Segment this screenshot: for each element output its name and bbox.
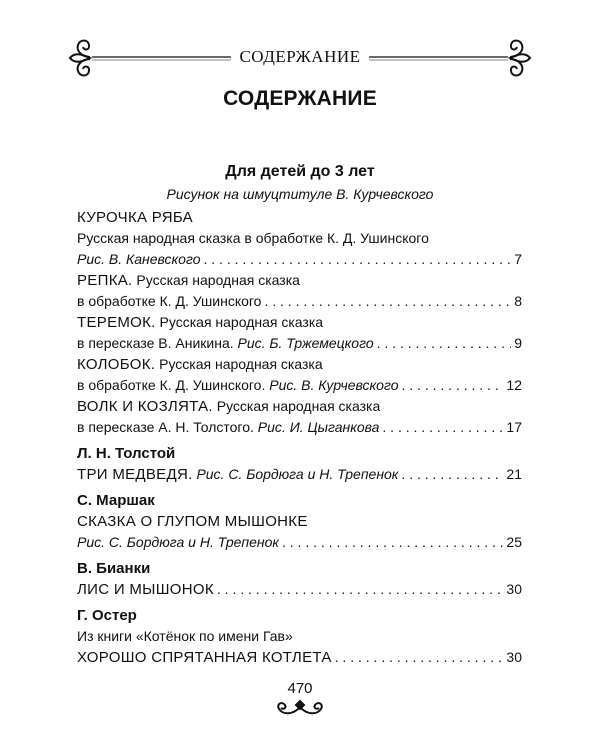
running-header [62, 33, 538, 81]
toc-entry-title: КУРОЧКА РЯБА [77, 209, 193, 226]
leader-dots [377, 333, 512, 354]
author-name: Г. Остер [77, 607, 137, 624]
illustrator: Рис. В. Каневского [77, 251, 201, 267]
toc-entry-line [77, 333, 522, 354]
toc-entry-title: ТРИ МЕДВЕДЯ. [77, 466, 193, 483]
leader-dots [282, 532, 503, 553]
section-subtitle: Рисунок на шмуцтитуле В. Курчевского [166, 186, 434, 202]
toc-entry-line [77, 249, 522, 270]
toc-entry-line [77, 375, 522, 396]
toc-entry-line [77, 270, 522, 291]
toc-entry-desc: в обработке К. Д. Ушинского [77, 293, 262, 309]
leader-dots [264, 291, 511, 312]
footer-ornament [271, 699, 329, 717]
illustrator: Рис. В. Курчевского [269, 377, 399, 393]
toc-entry-line [77, 579, 522, 600]
toc-entry-title: РЕПКА. [77, 272, 133, 289]
toc-entry-title: ВОЛК И КОЗЛЯТА. [77, 398, 213, 415]
toc-entry-desc: в пересказе А. Н. Толстого. [77, 419, 254, 435]
toc-entry-line [77, 417, 522, 438]
illustrator: Рис. С. Бордюга и Н. Трепенок [196, 466, 399, 482]
page-number: 25 [506, 534, 522, 550]
leader-dots [335, 647, 504, 668]
page-number: 7 [514, 251, 522, 267]
toc-entry-title: СКАЗКА О ГЛУПОМ МЫШОНКЕ [77, 513, 308, 530]
illustrator: Рис. С. Бордюга и Н. Трепенок [77, 534, 279, 550]
toc-entry-desc: Русская народная сказка в обработке К. Д. Ушинского [77, 230, 429, 246]
running-title: СОДЕРЖАНИЕ [62, 47, 538, 67]
toc-entry-title: ТЕРЕМОК. [77, 314, 156, 331]
toc-entry-desc: Русская народная сказка [136, 272, 300, 288]
section-title: Для детей до 3 лет [225, 163, 375, 180]
page-number: 17 [506, 419, 522, 435]
leader-dots [382, 417, 503, 438]
page-title: СОДЕРЖАНИЕ [223, 87, 377, 110]
page-number: 8 [514, 293, 522, 309]
leader-dots [203, 249, 511, 270]
page-number: 30 [506, 649, 522, 665]
illustrator: Рис. И. Цыганкова [257, 419, 380, 435]
illustrator: Рис. Б. Тржемецкого [237, 335, 374, 351]
page-number: 21 [506, 466, 522, 482]
author-name: В. Бианки [77, 560, 151, 577]
toc-entry-desc: Русская народная сказка [159, 356, 323, 372]
toc-entry-line [77, 464, 522, 485]
toc-entry-line [77, 291, 522, 312]
toc-entry-desc: Русская народная сказка [159, 314, 324, 330]
toc-entry-source: Из книги «Котёнок по имени Гав» [77, 628, 293, 644]
toc-entry-title: ХОРОШО СПРЯТАННАЯ КОТЛЕТА [77, 649, 332, 666]
leader-dots [217, 579, 504, 600]
toc-entry-title: ЛИС И МЫШОНОК [77, 581, 214, 598]
toc-entry-line [77, 312, 522, 333]
toc-entry-line [77, 396, 522, 417]
toc-entry-line [77, 647, 522, 668]
author-name: Л. Н. Толстой [77, 445, 176, 462]
toc-entry-line [77, 354, 522, 375]
toc-entry-desc: Русская народная сказка [216, 398, 381, 414]
toc-entry-title: КОЛОБОК. [77, 356, 156, 373]
toc-entry-line [77, 532, 522, 553]
page-number: 30 [506, 581, 522, 597]
page-number: 9 [514, 335, 522, 351]
author-name: С. Маршак [77, 492, 155, 509]
page-number: 12 [506, 377, 522, 393]
toc-entry-desc: в пересказе В. Аникина. [77, 335, 234, 351]
toc-entry-desc: в обработке К. Д. Ушинского. [77, 377, 266, 393]
table-of-contents [77, 207, 522, 668]
leader-dots [401, 375, 503, 396]
footer-page-number: 470 [287, 680, 313, 697]
leader-dots [401, 464, 503, 485]
